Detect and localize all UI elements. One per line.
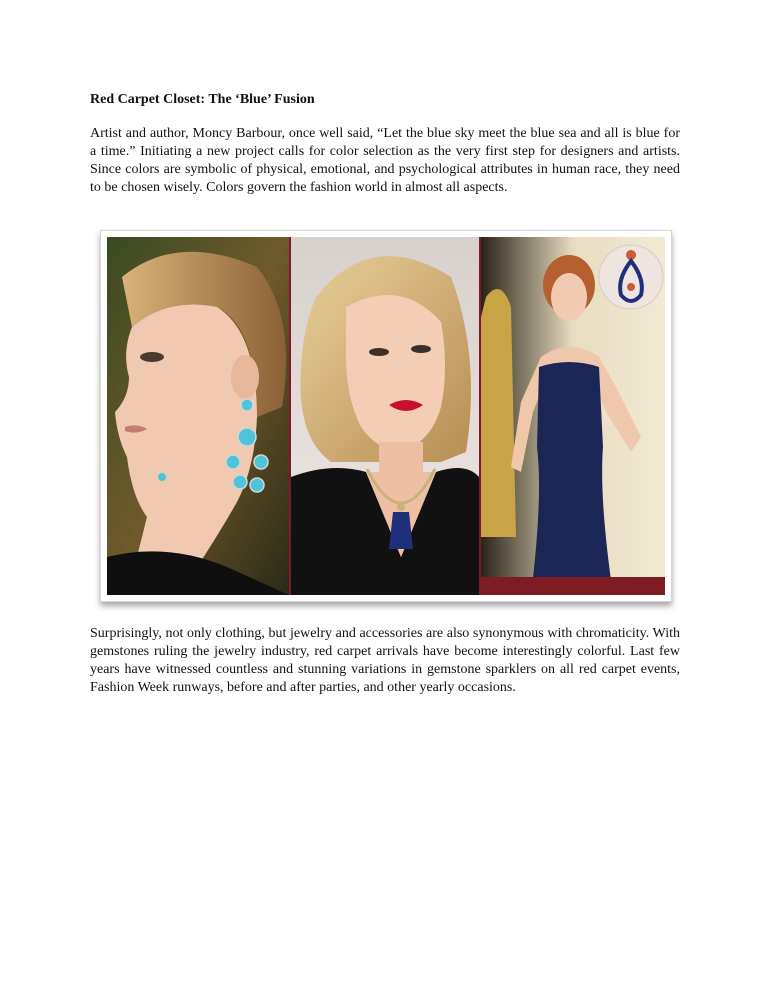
jewelry-paragraph: Surprisingly, not only clothing, but jewelry and accessories are also synonymous with chromaticity. With gemstones ruling the jewelry industry, red carpet arrivals have become interestingly colorful. Last few years have witnessed countless and stunning variations in gemstone sparklers on all red carpet events, Fashion Week runways, before and after parties, and other yearly occasions. — [90, 626, 680, 695]
intro-paragraph: Artist and author, Moncy Barbour, once well said, “Let the blue sky meet the blue sea and all is blue for a time.” Initiating a new project calls for color selection as the very first step for designers and artists. Since colors are symbolic of physical, emotional, and psychological attributes in human race, they need to be chosen wisely. Colors govern the fashion world in almost all aspects. — [90, 126, 680, 195]
photo-turquoise-earring — [107, 237, 289, 595]
photo-navy-gown — [481, 237, 665, 595]
article-title: Red Carpet Closet: The ‘Blue’ Fusion — [90, 92, 315, 107]
inset-earring-icon — [599, 245, 663, 309]
photo-sapphire-pendant — [291, 237, 479, 595]
photo-collage — [100, 230, 672, 602]
